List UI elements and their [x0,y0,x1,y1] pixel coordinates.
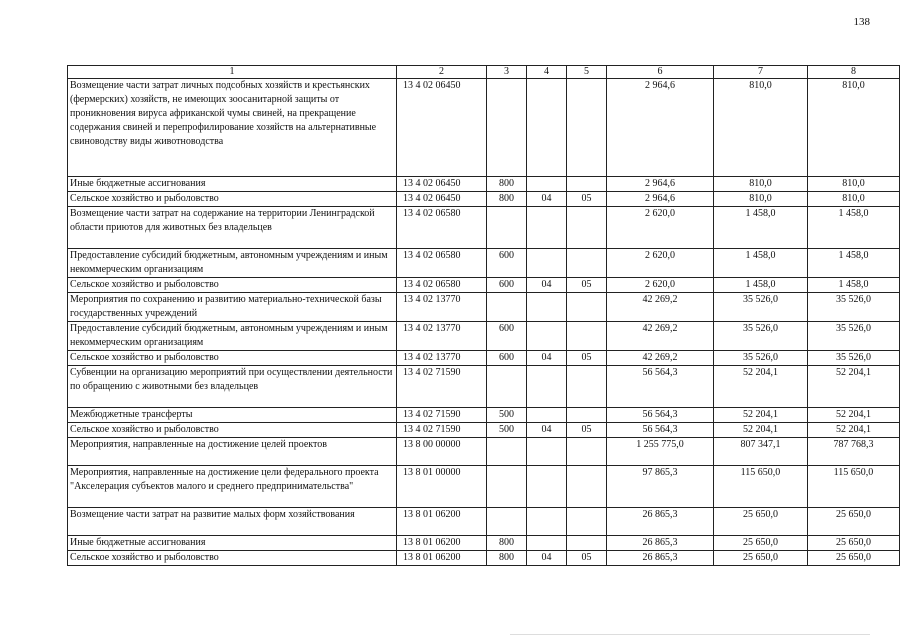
row-code-cell: 13 8 00 00000 [397,438,487,466]
column-header: 8 [808,66,900,79]
row-value-col6: 2 964,6 [607,177,714,192]
row-name-cell: Сельское хозяйство и рыболовство [68,351,397,366]
row-value-col8: 25 650,0 [808,508,900,536]
row-name-cell: Возмещение части затрат на содержание на территории Ленинградской области приютов для животных без владельцев [68,207,397,249]
row-section-cell [527,438,567,466]
row-value-col7: 1 458,0 [714,207,808,249]
row-type-cell: 500 [487,423,527,438]
row-value-col8: 787 768,3 [808,438,900,466]
row-section-cell: 04 [527,192,567,207]
row-value-col6: 42 269,2 [607,351,714,366]
row-subsection-cell [567,249,607,278]
table-row [68,79,900,177]
row-value-col6: 56 564,3 [607,366,714,408]
row-value-col7: 52 204,1 [714,366,808,408]
row-value-col6: 56 564,3 [607,423,714,438]
row-code-cell: 13 4 02 06450 [397,192,487,207]
row-name-cell: Субвенции на организацию мероприятий при осуществлении деятельности по обращению с животными без владельцев [68,366,397,408]
row-value-col8: 35 526,0 [808,322,900,351]
row-value-col7: 35 526,0 [714,293,808,322]
row-section-cell [527,249,567,278]
row-type-cell [487,79,527,177]
table-row [68,508,900,536]
table-row [68,207,900,249]
row-value-col8: 35 526,0 [808,293,900,322]
row-value-col7: 52 204,1 [714,408,808,423]
row-section-cell: 04 [527,351,567,366]
row-section-cell: 04 [527,423,567,438]
row-type-cell: 800 [487,192,527,207]
row-value-col7: 810,0 [714,79,808,177]
column-header: 4 [527,66,567,79]
row-value-col6: 2 620,0 [607,207,714,249]
row-value-col8: 810,0 [808,79,900,177]
row-section-cell [527,536,567,551]
row-value-col6: 1 255 775,0 [607,438,714,466]
table-row [68,536,900,551]
row-code-cell: 13 4 02 13770 [397,351,487,366]
table-row [68,351,900,366]
row-subsection-cell: 05 [567,423,607,438]
row-name-cell: Мероприятия, направленные на достижение цели федерального проекта "Акселерация субъектов малого и среднего предпринимательства" [68,466,397,508]
row-code-cell: 13 4 02 06450 [397,79,487,177]
table-row [68,293,900,322]
row-value-col7: 25 650,0 [714,536,808,551]
column-header: 3 [487,66,527,79]
row-type-cell: 600 [487,278,527,293]
row-name-cell: Межбюджетные трансферты [68,408,397,423]
column-header: 6 [607,66,714,79]
row-value-col6: 56 564,3 [607,408,714,423]
row-code-cell: 13 4 02 71590 [397,366,487,408]
row-value-col7: 25 650,0 [714,551,808,566]
row-value-col6: 2 964,6 [607,192,714,207]
row-subsection-cell: 05 [567,351,607,366]
row-value-col8: 115 650,0 [808,466,900,508]
row-code-cell: 13 4 02 71590 [397,423,487,438]
table-row [68,278,900,293]
row-name-cell: Сельское хозяйство и рыболовство [68,551,397,566]
row-section-cell [527,207,567,249]
row-section-cell [527,508,567,536]
column-header: 1 [68,66,397,79]
row-type-cell [487,293,527,322]
row-subsection-cell [567,322,607,351]
row-name-cell: Возмещение части затрат личных подсобных хозяйств и крестьянских (фермерских) хозяйств, не имеющих зоосанитарной защиты от проникновения вируса африканской чумы свиней, на прекращение содержания свиней и перепрофилирование хозяйств на альтернативные свиноводству виды животноводства [68,79,397,177]
row-section-cell [527,293,567,322]
row-type-cell: 600 [487,249,527,278]
row-type-cell: 800 [487,177,527,192]
row-value-col6: 42 269,2 [607,322,714,351]
row-name-cell: Мероприятия, направленные на достижение целей проектов [68,438,397,466]
row-name-cell: Мероприятия по сохранению и развитию материально-технической базы государственных учреждений [68,293,397,322]
row-value-col8: 810,0 [808,192,900,207]
row-value-col7: 1 458,0 [714,278,808,293]
row-section-cell [527,79,567,177]
row-section-cell [527,322,567,351]
table-row [68,366,900,408]
row-code-cell: 13 8 01 00000 [397,466,487,508]
row-section-cell [527,466,567,508]
row-name-cell: Сельское хозяйство и рыболовство [68,278,397,293]
row-type-cell [487,438,527,466]
row-subsection-cell [567,177,607,192]
row-type-cell: 600 [487,351,527,366]
row-subsection-cell [567,293,607,322]
table-row [68,249,900,278]
row-value-col7: 35 526,0 [714,322,808,351]
row-code-cell: 13 4 02 13770 [397,322,487,351]
row-type-cell [487,366,527,408]
row-name-cell: Возмещение части затрат на развитие малых форм хозяйствования [68,508,397,536]
row-code-cell: 13 8 01 06200 [397,536,487,551]
row-subsection-cell [567,408,607,423]
row-value-col8: 52 204,1 [808,366,900,408]
row-code-cell: 13 4 02 13770 [397,293,487,322]
row-name-cell: Иные бюджетные ассигнования [68,177,397,192]
row-value-col6: 42 269,2 [607,293,714,322]
row-code-cell: 13 4 02 06580 [397,278,487,293]
row-value-col7: 810,0 [714,192,808,207]
table-row [68,322,900,351]
row-section-cell [527,177,567,192]
row-type-cell: 600 [487,322,527,351]
row-value-col7: 25 650,0 [714,508,808,536]
row-type-cell: 800 [487,551,527,566]
row-code-cell: 13 8 01 06200 [397,508,487,536]
row-section-cell: 04 [527,551,567,566]
table-row [68,466,900,508]
row-value-col6: 2 620,0 [607,249,714,278]
row-value-col8: 810,0 [808,177,900,192]
row-value-col7: 810,0 [714,177,808,192]
column-header: 2 [397,66,487,79]
row-name-cell: Сельское хозяйство и рыболовство [68,423,397,438]
row-value-col8: 25 650,0 [808,536,900,551]
row-value-col8: 1 458,0 [808,207,900,249]
row-subsection-cell [567,536,607,551]
row-value-col6: 2 620,0 [607,278,714,293]
row-subsection-cell [567,466,607,508]
budget-table [67,65,900,566]
table-row [68,423,900,438]
row-code-cell: 13 4 02 06580 [397,249,487,278]
row-value-col8: 25 650,0 [808,551,900,566]
row-subsection-cell: 05 [567,192,607,207]
row-type-cell [487,466,527,508]
row-value-col7: 35 526,0 [714,351,808,366]
row-section-cell [527,366,567,408]
row-name-cell: Сельское хозяйство и рыболовство [68,192,397,207]
row-section-cell: 04 [527,278,567,293]
row-type-cell: 500 [487,408,527,423]
table-row [68,408,900,423]
row-value-col6: 26 865,3 [607,536,714,551]
row-value-col7: 1 458,0 [714,249,808,278]
row-value-col6: 97 865,3 [607,466,714,508]
row-type-cell [487,207,527,249]
row-code-cell: 13 4 02 71590 [397,408,487,423]
row-value-col7: 115 650,0 [714,466,808,508]
row-subsection-cell [567,207,607,249]
row-value-col8: 52 204,1 [808,408,900,423]
row-value-col8: 1 458,0 [808,249,900,278]
column-header: 7 [714,66,808,79]
row-subsection-cell [567,366,607,408]
table-row [68,438,900,466]
row-type-cell [487,508,527,536]
row-type-cell: 800 [487,536,527,551]
table-row [68,177,900,192]
row-value-col6: 26 865,3 [607,551,714,566]
row-subsection-cell [567,79,607,177]
footer-divider [510,634,870,635]
row-code-cell: 13 4 02 06580 [397,207,487,249]
row-value-col8: 35 526,0 [808,351,900,366]
row-code-cell: 13 8 01 06200 [397,551,487,566]
table-row [68,551,900,566]
row-value-col8: 1 458,0 [808,278,900,293]
row-name-cell: Предоставление субсидий бюджетным, автономным учреждениям и иным некоммерческим организациям [68,249,397,278]
row-value-col7: 52 204,1 [714,423,808,438]
row-code-cell: 13 4 02 06450 [397,177,487,192]
row-subsection-cell: 05 [567,278,607,293]
row-value-col7: 807 347,1 [714,438,808,466]
table-row [68,192,900,207]
row-name-cell: Предоставление субсидий бюджетным, автономным учреждениям и иным некоммерческим организациям [68,322,397,351]
row-value-col6: 26 865,3 [607,508,714,536]
row-name-cell: Иные бюджетные ассигнования [68,536,397,551]
page-number: 138 [853,16,870,28]
row-value-col6: 2 964,6 [607,79,714,177]
column-header: 5 [567,66,607,79]
row-section-cell [527,408,567,423]
row-subsection-cell: 05 [567,551,607,566]
row-subsection-cell [567,438,607,466]
header-row [68,66,900,79]
row-value-col8: 52 204,1 [808,423,900,438]
row-subsection-cell [567,508,607,536]
